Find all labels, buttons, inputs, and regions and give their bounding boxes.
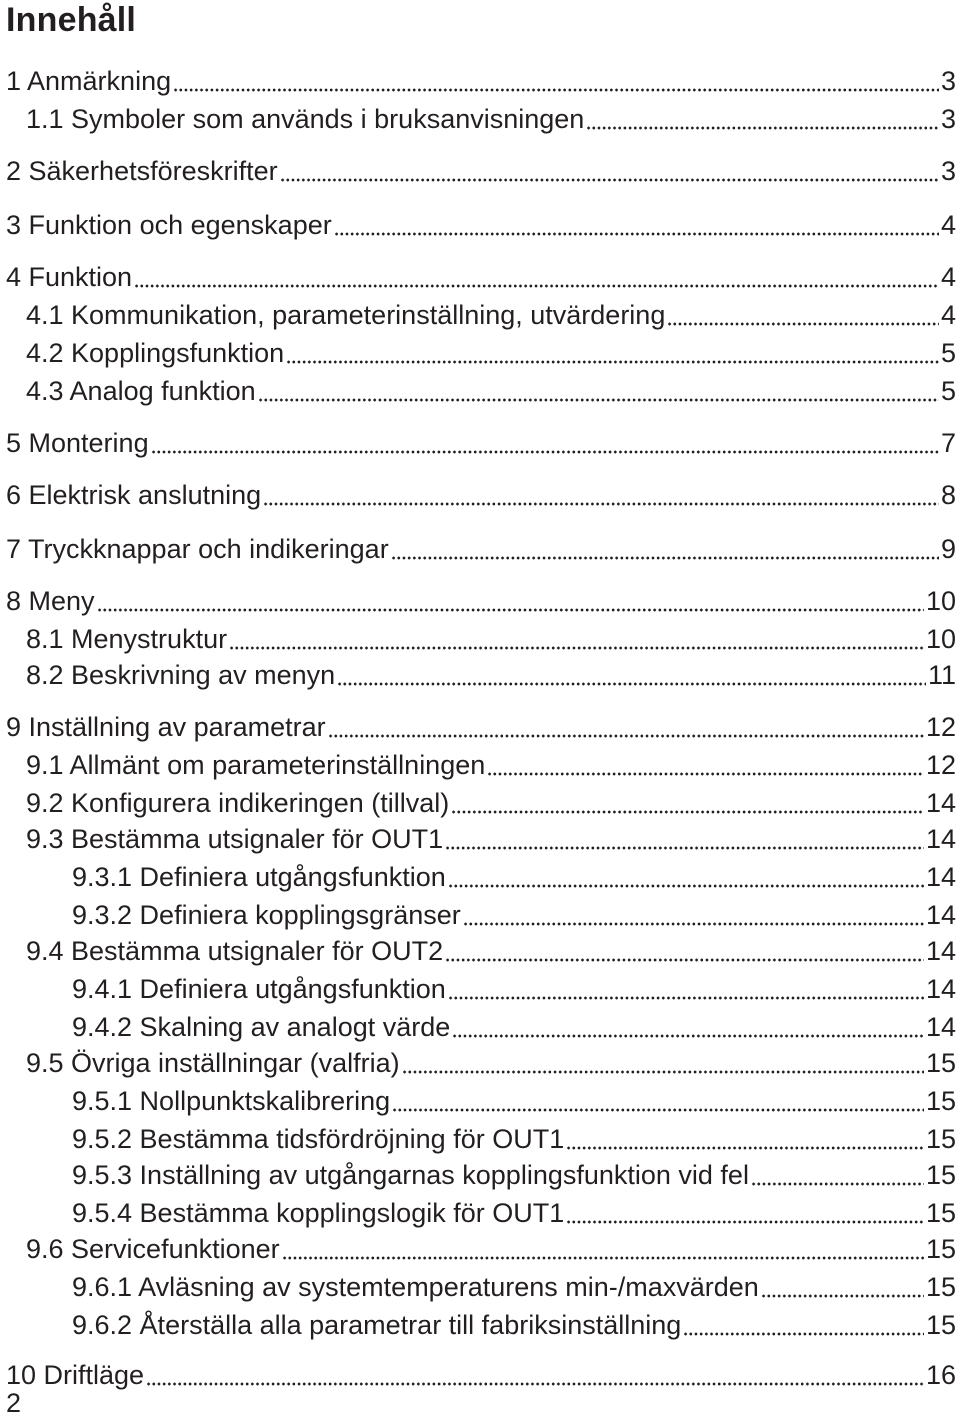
toc-entry[interactable] [26, 620, 956, 654]
toc-entry-page: 14 [925, 788, 956, 818]
toc-entry-title: 9.6 Servicefunktioner [26, 1234, 280, 1264]
toc-entry[interactable] [72, 1268, 956, 1302]
toc-entry-title: 9.5 Övriga inställningar (valfria) [26, 1048, 400, 1078]
toc-entry-title: 4.2 Kopplingsfunktion [26, 338, 285, 368]
toc-entry[interactable] [26, 746, 956, 780]
toc-entry[interactable] [26, 784, 956, 818]
toc-dot-leader [328, 716, 924, 738]
toc-dot-leader [463, 904, 924, 926]
toc-entry-title: 9.3.1 Definiera utgångsfunktion [72, 862, 446, 892]
toc-entry-title: 9 Inställning av parametrar [6, 712, 326, 742]
toc-entry-title: 9.4.2 Skalning av analogt värde [72, 1012, 451, 1042]
toc-dot-leader [566, 1202, 924, 1224]
toc-dot-leader [487, 754, 924, 776]
toc-entry-title: 2 Säkerhetsföreskrifter [6, 156, 278, 186]
toc-dot-leader [448, 978, 924, 1000]
toc-entry-page: 10 [925, 624, 956, 654]
toc-dot-leader [280, 160, 939, 182]
toc-entry-title: 9.5.3 Inställning av utgångarnas kopplingsfunktion vid fel [72, 1160, 749, 1190]
toc-entry-page: 5 [940, 338, 956, 368]
toc-entry[interactable] [26, 1230, 956, 1264]
toc-entry-title: 6 Elektrisk anslutning [6, 480, 262, 510]
toc-entry[interactable] [26, 296, 956, 330]
toc-entry-page: 3 [940, 156, 956, 186]
toc-entry-page: 14 [925, 824, 956, 854]
toc-dot-leader [566, 1128, 924, 1150]
toc-entry[interactable] [6, 476, 956, 510]
toc-dot-leader [337, 664, 926, 686]
toc-entry[interactable] [72, 1082, 956, 1116]
toc-dot-leader [392, 1090, 924, 1112]
toc-entry-page: 15 [925, 1234, 956, 1264]
page-title: Innehåll [6, 1, 137, 39]
toc-entry[interactable] [6, 206, 956, 240]
toc-entry[interactable] [6, 152, 956, 186]
toc-entry-page: 12 [925, 750, 956, 780]
toc-entry-title: 9.3 Bestämma utsignaler för OUT1 [26, 824, 444, 854]
toc-entry-title: 9.6.1 Avläsning av systemtemperaturens min-/maxvärden [72, 1272, 759, 1302]
toc-entry-title: 10 Driftläge [6, 1360, 145, 1390]
toc-entry-page: 14 [925, 974, 956, 1004]
toc-dot-leader [134, 266, 939, 288]
toc-entry[interactable] [26, 656, 956, 690]
toc-dot-leader [173, 70, 939, 92]
toc-entry[interactable] [6, 258, 956, 292]
page-number: 2 [6, 1388, 22, 1418]
toc-entry-title: 7 Tryckknappar och indikeringar [6, 534, 389, 564]
toc-entry-title: 4.3 Analog funktion [26, 376, 256, 406]
toc-entry-page: 15 [925, 1310, 956, 1340]
toc-entry-page: 15 [925, 1272, 956, 1302]
toc-entry-page: 4 [940, 210, 956, 240]
toc-entry-title: 9.3.2 Definiera kopplingsgränser [72, 900, 461, 930]
toc-entry-page: 9 [940, 534, 956, 564]
toc-dot-leader [402, 1052, 924, 1074]
toc-dot-leader [667, 304, 939, 326]
toc-entry[interactable] [72, 970, 956, 1004]
toc-entry-page: 14 [925, 862, 956, 892]
toc-dot-leader [751, 1164, 924, 1186]
toc-dot-leader [451, 792, 924, 814]
toc-entry[interactable] [72, 1156, 956, 1190]
toc-entry-page: 15 [925, 1124, 956, 1154]
toc-entry[interactable] [6, 708, 956, 742]
toc-entry-title: 8.1 Menystruktur [26, 624, 228, 654]
toc-entry[interactable] [6, 582, 956, 616]
toc-entry[interactable] [6, 424, 956, 458]
toc-entry[interactable] [26, 334, 956, 368]
toc-dot-leader [334, 214, 939, 236]
toc-dot-leader [258, 380, 939, 402]
toc-dot-leader [448, 866, 924, 888]
toc-dot-leader [391, 538, 939, 560]
toc-entry-page: 10 [925, 586, 956, 616]
toc-dot-leader [445, 828, 924, 850]
toc-entry-page: 8 [940, 480, 956, 510]
toc-dot-leader [452, 1016, 924, 1038]
toc-entry-page: 11 [927, 660, 956, 690]
toc-dot-leader [286, 342, 939, 364]
toc-entry-title: 9.1 Allmänt om parameterinställningen [26, 750, 486, 780]
toc-entry[interactable] [6, 62, 956, 96]
toc-entry-page: 4 [940, 262, 956, 292]
toc-entry[interactable] [6, 530, 956, 564]
toc-dot-leader [229, 628, 924, 650]
toc-entry-page: 16 [925, 1360, 956, 1390]
toc-entry-page: 7 [940, 428, 956, 458]
toc-entry-page: 14 [925, 900, 956, 930]
toc-dot-leader [683, 1314, 924, 1336]
toc-entry[interactable] [72, 896, 956, 930]
toc-entry-title: 4 Funktion [6, 262, 133, 292]
toc-entry[interactable] [72, 1306, 956, 1340]
toc-entry[interactable] [72, 1194, 956, 1228]
toc-entry[interactable] [72, 858, 956, 892]
toc-entry-title: 8 Meny [6, 586, 95, 616]
toc-entry-page: 14 [925, 936, 956, 966]
toc-entry-page: 15 [925, 1160, 956, 1190]
toc-entry-page: 15 [925, 1198, 956, 1228]
toc-entry-title: 8.2 Beskrivning av menyn [26, 660, 336, 690]
toc-entry[interactable] [26, 932, 956, 966]
toc-entry-title: 1 Anmärkning [6, 66, 172, 96]
toc-entry-title: 9.5.2 Bestämma tidsfördröjning för OUT1 [72, 1124, 565, 1154]
toc-entry[interactable] [72, 1120, 956, 1154]
toc-entry-page: 4 [940, 300, 956, 330]
toc-entry-page: 15 [925, 1086, 956, 1116]
toc-dot-leader [445, 940, 924, 962]
toc-dot-leader [263, 484, 939, 506]
toc-entry-title: 5 Montering [6, 428, 149, 458]
toc-entry[interactable] [6, 1356, 956, 1390]
toc-dot-leader [146, 1364, 924, 1386]
toc-entry-page: 15 [925, 1048, 956, 1078]
toc-entry-page: 12 [925, 712, 956, 742]
toc-entry-title: 9.4.1 Definiera utgångsfunktion [72, 974, 446, 1004]
toc-entry-title: 4.1 Kommunikation, parameterinställning, utvärdering [26, 300, 666, 330]
toc-entry-page: 14 [925, 1012, 956, 1042]
toc-entry-title: 3 Funktion och egenskaper [6, 210, 332, 240]
toc-entry-title: 9.2 Konfigurera indikeringen (tillval) [26, 788, 450, 818]
toc-entry[interactable] [26, 820, 956, 854]
toc-entry-title: 9.4 Bestämma utsignaler för OUT2 [26, 936, 444, 966]
toc-entry[interactable] [26, 1044, 956, 1078]
toc-entry-title: 9.5.4 Bestämma kopplingslogik för OUT1 [72, 1198, 565, 1228]
toc-entry-page: 3 [940, 104, 956, 134]
toc-entry[interactable] [26, 100, 956, 134]
toc-entry-title: 9.5.1 Nollpunktskalibrering [72, 1086, 391, 1116]
toc-entry-title: 1.1 Symboler som används i bruksanvisningen [26, 104, 585, 134]
toc-dot-leader [761, 1276, 924, 1298]
toc-entry-page: 3 [940, 66, 956, 96]
toc-dot-leader [151, 432, 939, 454]
toc-entry[interactable] [72, 1008, 956, 1042]
toc-dot-leader [97, 590, 924, 612]
toc-dot-leader [586, 108, 939, 130]
toc-entry[interactable] [26, 372, 956, 406]
toc-entry-page: 5 [940, 376, 956, 406]
toc-dot-leader [282, 1238, 924, 1260]
toc-entry-title: 9.6.2 Återställa alla parametrar till fabriksinställning [72, 1310, 682, 1340]
